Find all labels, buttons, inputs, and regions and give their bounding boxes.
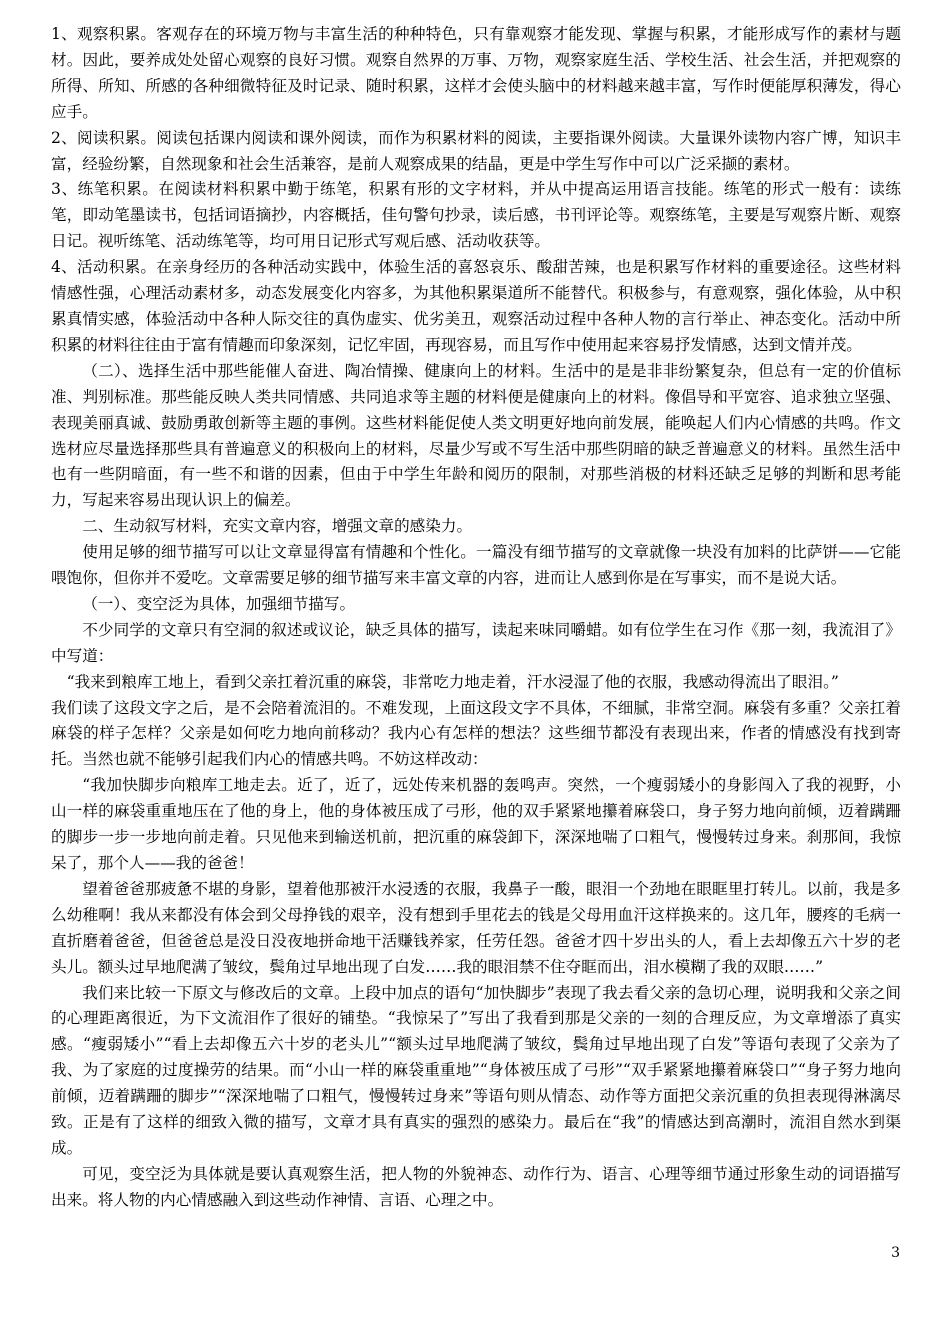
paragraph-student-example: 不少同学的文章只有空洞的叙述或议论，缺乏具体的描写，读起来味同嚼蜡。如有位学生在习作《那一刻，我流泪了》中写道： [51,620,901,665]
paragraph-comparison: 我们来比较一下原文与修改后的文章。上段中加点的语句“加快脚步”表现了我去看父亲的急切心理，说明我和父亲之间的心理距离很近，为下文流泪作了很好的铺垫。“我惊呆了”写出了我看到那是父亲的一刻的合理反应，为文章增添了真实感。“瘦弱矮小”“看上去却像五六十岁的老头儿”“额头过早地爬满了皱纹，鬓角过早地出现了白发”等语句表现了父亲为了我、为了家庭的过度操劳的结果。而“小山一样的麻袋重重地”“身体被压成了弓形”“双手紧紧地攥着麻袋口”“身子努力地向前倾，迈着蹒跚的脚步”“深深地喘了口粗气，慢慢转过身来”等语句则从情态、动作等方面把父亲沉重的负担表现得淋漓尽致。正是有了这样的细致入微的描写，文章才具有真实的强烈的感染力。最后在“我”的情感达到高潮时，流泪自然水到渠成。 [51,983,901,1157]
quote-original: “我来到粮库工地上，看到父亲扛着沉重的麻袋，非常吃力地走着，汗水浸湿了他的衣服，我感动得流出了眼泪。” [66,672,839,691]
paragraph-detail-intro: 使用足够的细节描写可以让文章显得富有情趣和个性化。一篇没有细节描写的文章就像一块没有加料的比萨饼——它能喂饱你，但你并不爱吃。文章需要足够的细节描写来丰富文章的内容，进而让人感到你是在写事实，而不是说大话。 [51,543,901,588]
subsection-heading-one: （一）、变空泛为具体，加强细节描写。 [82,594,356,613]
quote-revised-part-two: 望着爸爸那疲惫不堪的身影，望着他那被汗水浸透的衣服，我鼻子一酸，眼泪一个劲地在眼眶里打转儿。以前，我是多么幼稚啊！我从来都没有体会到父母挣钱的艰辛，没有想到手里花去的钱是父母用血汗这样换来的。这几年，腰疼的毛病一直折磨着爸爸，但爸爸总是没日没夜地拼命地干活赚钱养家，任劳任怨。爸爸才四十岁出头的人，看上去却像五六十岁的老头儿。额头过早地爬满了皱纹，鬓角过早地出现了白发……我的眼泪禁不住夺眶而出，泪水模糊了我的双眼……” [51,879,901,976]
quote-revised-part-one: “我加快脚步向粮库工地走去。近了，近了，远处传来机器的轰鸣声。突然，一个瘦弱矮小的身影闯入了我的视野，小山一样的麻袋重重地压在了他的身上，他的身体被压成了弓形，他的双手紧紧地攥着麻袋口，身子努力地向前倾，迈着蹒跚的脚步一步一步地向前走着。只见他来到输送机前，把沉重的麻袋卸下，深深地喘了口粗气，慢慢转过身来。刹那间，我惊呆了，那个人——我的爸爸！ [51,776,901,872]
paragraph-observation: 1、观察积累。客观存在的环境万物与丰富生活的种种特色，只有靠观察才能发现、掌握与积累，才能形成写作的素材与题材。因此，要养成处处留心观察的良好习惯。观察自然界的万事、万物，观察家庭生活、学校生活、社会生活，并把观察的所得、所知、所感的各种细微特征及时记录、随时积累，这样才会使头脑中的材料越来越丰富，写作时便能厚积薄发，得心应手。 [51,25,901,121]
section-heading-two: 二、生动叙写材料，充实文章内容，增强文章的感染力。 [82,517,473,536]
document-body [51,22,901,1214]
paragraph-analysis-original: 我们读了这段文字之后，是不会陪着流泪的。不难发现，上面这段文字不具体，不细腻，非常空洞。麻袋有多重？父亲扛着麻袋的样子怎样？父亲是如何吃力地向前移动？我内心有怎样的想法？这些细节都没有表现出来，作者的情感没有找到寄托。当然也就不能够引起我们内心的情感共鸣。不妨这样改动： [51,698,901,769]
page-number: 3 [891,1245,900,1261]
paragraph-reading: 2、阅读积累。阅读包括课内阅读和课外阅读，而作为积累材料的阅读，主要指课外阅读。大量课外读物内容广博，知识丰富，经验纷繁，自然现象和社会生活兼容，是前人观察成果的结晶，更是中学生写作中可以广泛采撷的素材。 [51,128,901,173]
paragraph-conclusion: 可见，变空泛为具体就是要认真观察生活，把人物的外貌神态、动作行为、语言、心理等细节通过形象生动的词语描写出来。将人物的内心情感融入到这些动作神情、言语、心理之中。 [51,1164,901,1209]
paragraph-section-choose-material: （二）、选择生活中那些能催人奋进、陶冶情操、健康向上的材料。生活中的是是非非纷繁复杂，但总有一定的价值标准、判别标准。那些能反映人类共同情感、共同追求等主题的材料便是健康向上的材料。像倡导和平宽容、追求独立坚强、表现美丽真诚、鼓励勇敢创新等主题的事例。这些材料能促使人类文明更好地向前发展，能唤起人们内心情感的共鸣。作文选材应尽量选择那些具有普遍意义的积极向上的材料，尽量少写或不写生活中那些阴暗的缺乏普遍意义的材料。虽然生活中也有一些阴暗面，有一些不和谐的因素，但由于中学生年龄和阅历的限制，对那些消极的材料还缺乏足够的判断和思考能力，写起来容易出现认识上的偏差。 [51,361,901,510]
paragraph-activity: 4、活动积累。在亲身经历的各种活动实践中，体验生活的喜怒哀乐、酸甜苦辣，也是积累写作材料的重要途径。这些材料情感性强，心理活动素材多，动态发展变化内容多，为其他积累渠道所不能替代。积极参与，有意观察，强化体验，从中积累真情实感，体验活动中各种人际交往的真伪虚实、优劣美丑，观察活动过程中各种人物的言行举止、神态变化。活动中所积累的材料往往由于富有情趣而印象深刻，记忆牢固，再现容易，而且写作中使用起来容易抒发情感，达到文情并茂。 [51,258,901,354]
paragraph-practice: 3、练笔积累。在阅读材料积累中勤于练笔，积累有形的文字材料，并从中提高运用语言技能。练笔的形式一般有：读练笔，即动笔墨读书，包括词语摘抄，内容概括，佳句警句抄录，读后感，书刊评论等。观察练笔，主要是写观察片断、观察日记。视听练笔、活动练笔等，均可用日记形式写观后感、活动收获等。 [51,180,901,251]
